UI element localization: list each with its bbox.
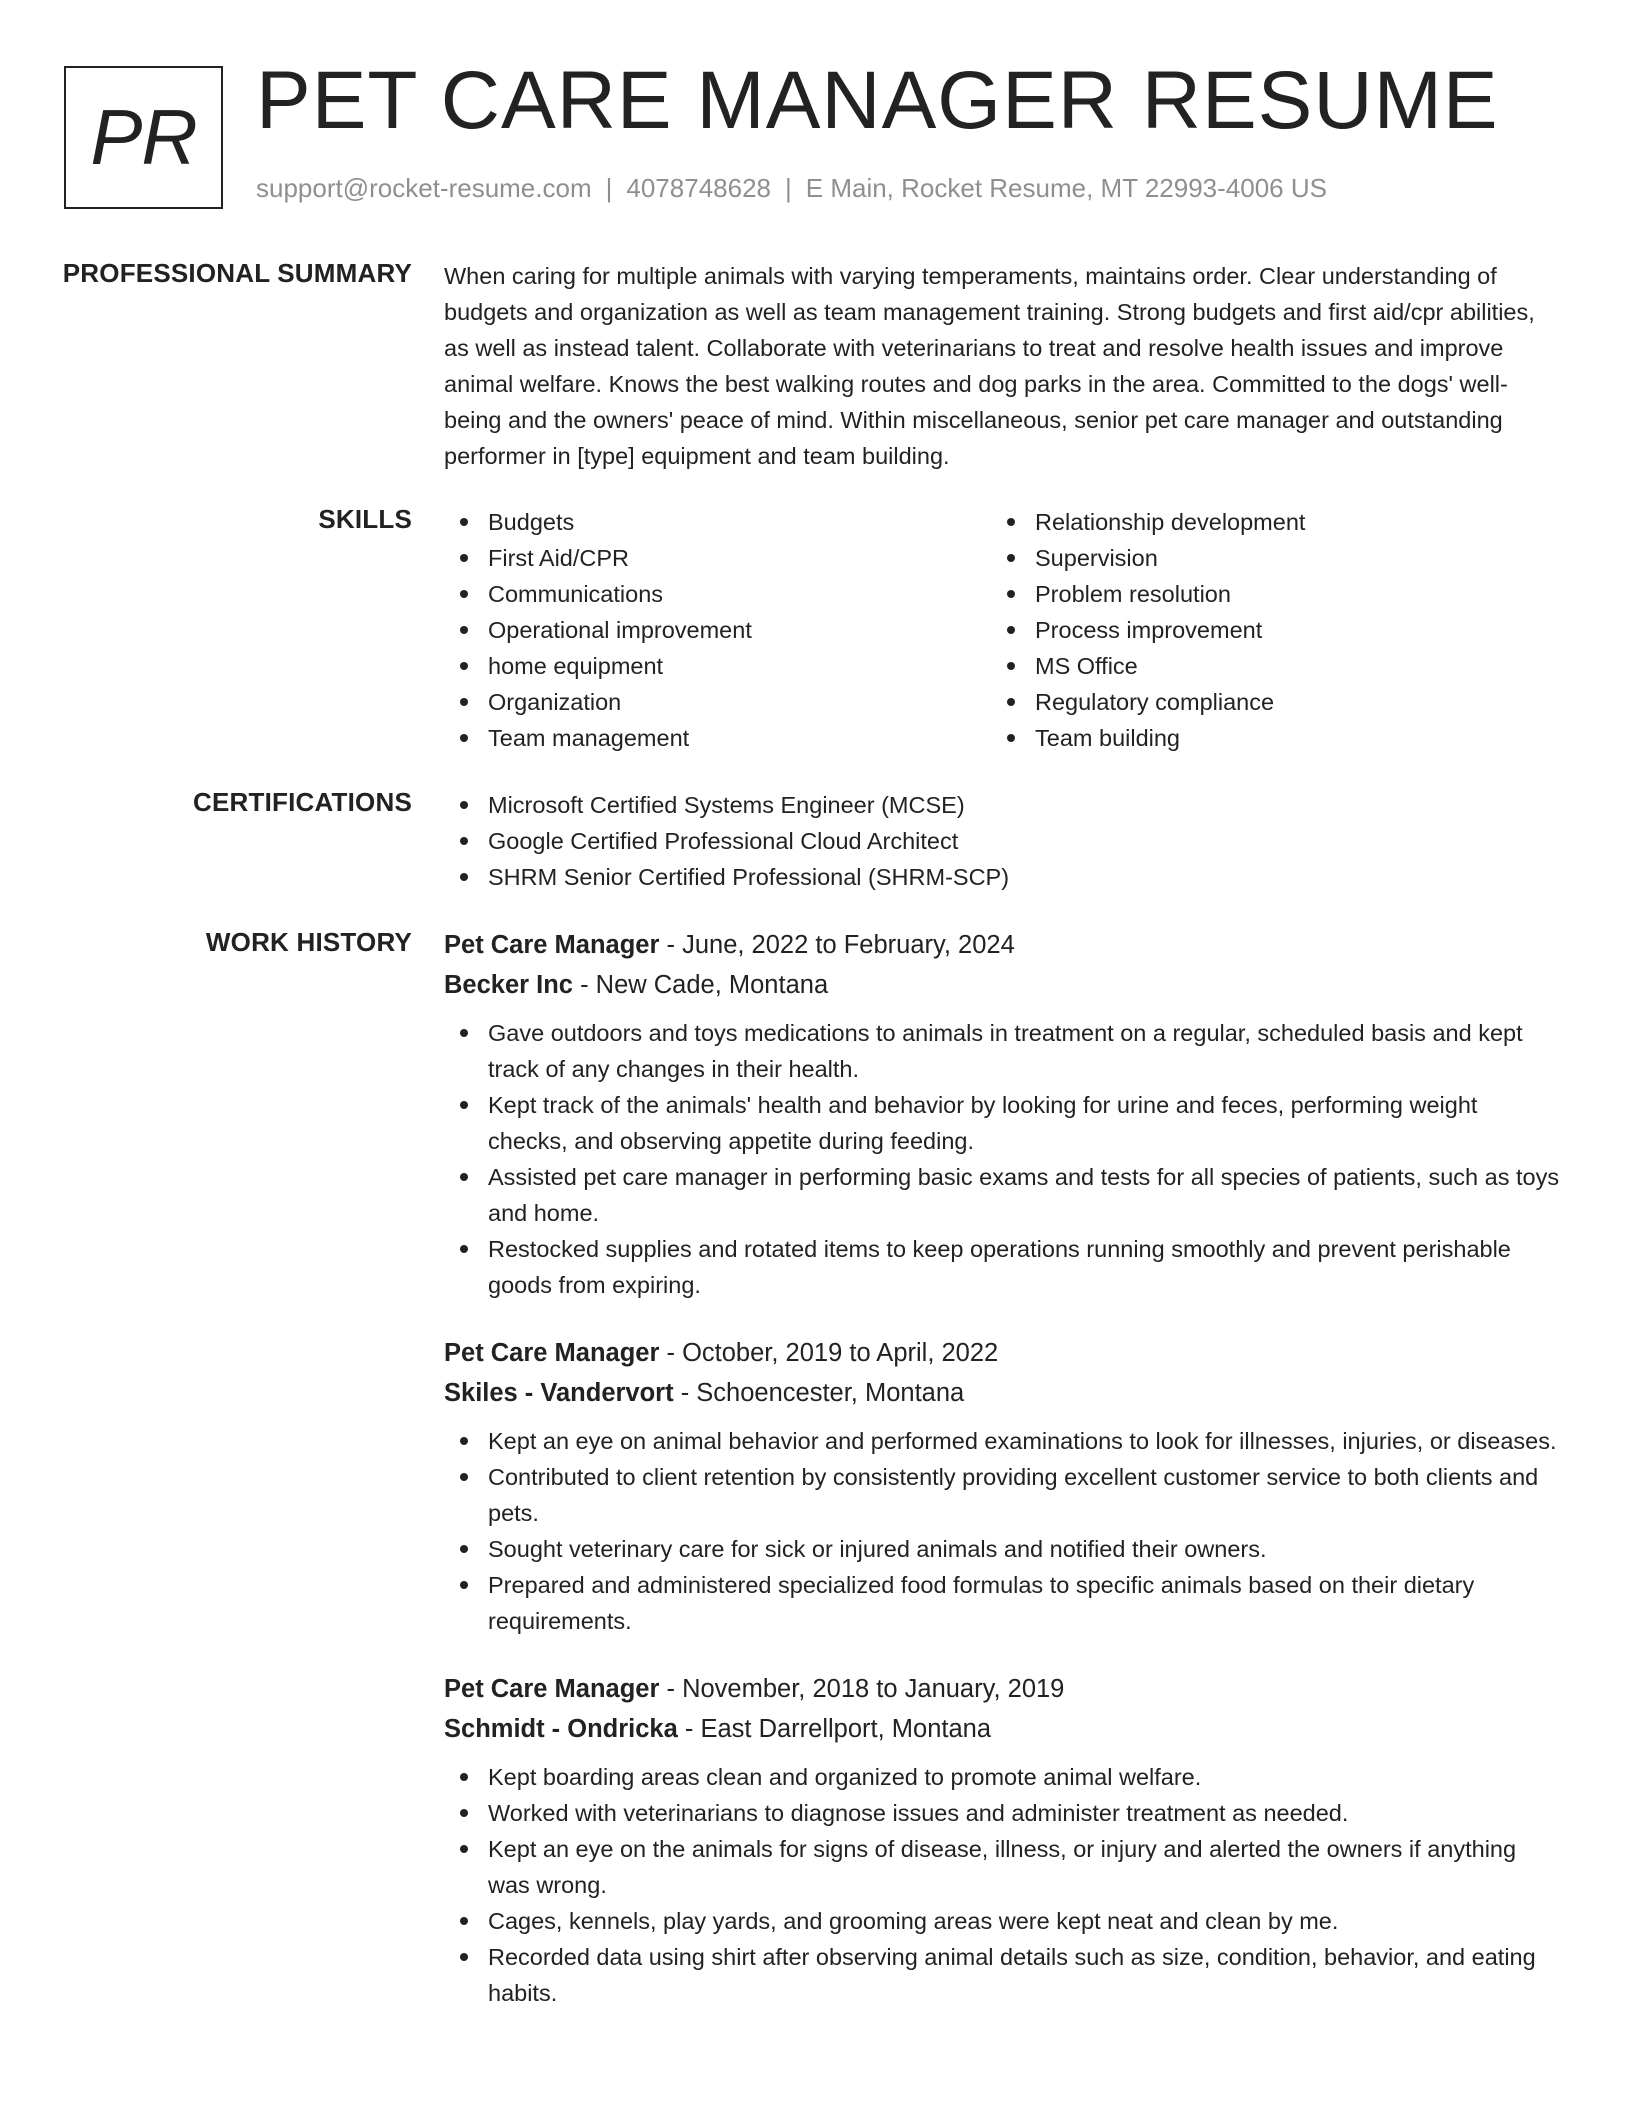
job-bullet: Kept an eye on the animals for signs of disease, illness, or injury and alerted the owners if anything was wrong. bbox=[444, 1831, 1560, 1903]
job-bullet: Cages, kennels, play yards, and grooming areas were kept neat and clean by me. bbox=[444, 1903, 1560, 1939]
job-bullets bbox=[444, 1015, 1560, 1303]
job-entry bbox=[444, 925, 1560, 1303]
job-company: Becker Inc bbox=[444, 971, 573, 999]
job-bullet: Gave outdoors and toys medications to animals in treatment on a regular, scheduled basis and kept track of any changes in their health. bbox=[444, 1015, 1560, 1087]
job-company-line bbox=[444, 1373, 1560, 1413]
job-bullets bbox=[444, 1423, 1560, 1639]
skill-item: Operational improvement bbox=[444, 612, 991, 648]
contact-phone[interactable]: 4078748628 bbox=[626, 173, 771, 203]
job-bullet: Assisted pet care manager in performing basic exams and tests for all species of patients, such as toys and home. bbox=[444, 1159, 1560, 1231]
job-dates: - November, 2018 to January, 2019 bbox=[659, 1675, 1065, 1703]
skill-item: Team building bbox=[991, 720, 1538, 756]
certification-item: Microsoft Certified Systems Engineer (MCSE) bbox=[444, 787, 1560, 823]
contact-email[interactable]: support@rocket-resume.com bbox=[256, 173, 592, 203]
job-role: Pet Care Manager bbox=[444, 1675, 660, 1703]
skill-item: Team management bbox=[444, 720, 991, 756]
job-bullet: Contributed to client retention by consistently providing excellent customer service to both clients and pets. bbox=[444, 1459, 1560, 1531]
skill-item: Problem resolution bbox=[991, 576, 1538, 612]
skill-item: MS Office bbox=[991, 648, 1538, 684]
skills-grid bbox=[444, 504, 1560, 756]
skill-item: Process improvement bbox=[991, 612, 1538, 648]
certifications-list bbox=[444, 787, 1560, 895]
job-bullets bbox=[444, 1759, 1560, 2011]
resume-title: PET CARE MANAGER RESUME bbox=[256, 55, 1499, 146]
contact-separator: | bbox=[605, 173, 613, 203]
job-bullet: Worked with veterinarians to diagnose issues and administer treatment as needed. bbox=[444, 1795, 1560, 1831]
job-bullet: Restocked supplies and rotated items to keep operations running smoothly and prevent perishable goods from expiring. bbox=[444, 1231, 1560, 1303]
certification-item: SHRM Senior Certified Professional (SHRM-SCP) bbox=[444, 859, 1560, 895]
job-dates: - June, 2022 to February, 2024 bbox=[659, 931, 1015, 959]
skills-list-right bbox=[991, 504, 1538, 756]
job-bullet: Kept an eye on animal behavior and performed examinations to look for illnesses, injuries, or diseases. bbox=[444, 1423, 1560, 1459]
job-location: - East Darrellport, Montana bbox=[677, 1715, 992, 1743]
job-role: Pet Care Manager bbox=[444, 1339, 660, 1367]
job-bullet: Sought veterinary care for sick or injured animals and notified their owners. bbox=[444, 1531, 1560, 1567]
job-entry bbox=[444, 1669, 1560, 2011]
job-company-line bbox=[444, 965, 1560, 1005]
skill-item: Budgets bbox=[444, 504, 991, 540]
contact-separator: | bbox=[785, 173, 792, 203]
summary-heading: PROFESSIONAL SUMMARY bbox=[62, 258, 412, 288]
summary-text: When caring for multiple animals with varying temperaments, maintains order. Clear understanding of budgets and organization as well as team management training. Strong budgets and first aid/cpr abilities, as well as instead talent. Collaborate with veterinarians to treat and resolve health issues and improve animal welfare. Knows the best walking routes and dog parks in the area. Committed to the dogs' well-being and the owners' peace of mind. Within miscellaneous, senior pet care manager and outstanding performer in [type] equipment and team building. bbox=[444, 263, 1535, 469]
skill-item: First Aid/CPR bbox=[444, 540, 991, 576]
skills-heading: SKILLS bbox=[318, 504, 412, 534]
certification-item: Google Certified Professional Cloud Architect bbox=[444, 823, 1560, 859]
job-location: - New Cade, Montana bbox=[573, 971, 829, 999]
job-company-line bbox=[444, 1709, 1560, 1749]
job-company: Skiles - Vandervort bbox=[444, 1379, 674, 1407]
skill-item: Communications bbox=[444, 576, 991, 612]
job-location: - Schoencester, Montana bbox=[673, 1379, 965, 1407]
job-company: Schmidt - Ondricka bbox=[444, 1715, 678, 1743]
work-history-heading: WORK HISTORY bbox=[205, 927, 412, 957]
job-dates: - October, 2019 to April, 2022 bbox=[659, 1339, 999, 1367]
contact-line bbox=[256, 173, 1327, 204]
certifications-heading: CERTIFICATIONS bbox=[193, 787, 412, 817]
job-bullet: Recorded data using shirt after observing animal details such as size, condition, behavior, and eating habits. bbox=[444, 1939, 1560, 2011]
job-bullet: Kept track of the animals' health and behavior by looking for urine and feces, performing weight checks, and observing appetite during feeding. bbox=[444, 1087, 1560, 1159]
contact-address: E Main, Rocket Resume, MT 22993-4006 US bbox=[805, 173, 1327, 203]
job-role: Pet Care Manager bbox=[444, 931, 660, 959]
job-bullet: Prepared and administered specialized food formulas to specific animals based on their dietary requirements. bbox=[444, 1567, 1560, 1639]
skill-item: home equipment bbox=[444, 648, 991, 684]
job-bullet: Kept boarding areas clean and organized to promote animal welfare. bbox=[444, 1759, 1560, 1795]
skill-item: Organization bbox=[444, 684, 991, 720]
job-entry bbox=[444, 1333, 1560, 1639]
skill-item: Supervision bbox=[991, 540, 1538, 576]
skill-item: Relationship development bbox=[991, 504, 1538, 540]
work-history-list bbox=[444, 925, 1560, 2041]
monogram-logo: PR bbox=[64, 66, 223, 209]
job-title-line bbox=[444, 1669, 1560, 1709]
job-title-line bbox=[444, 925, 1560, 965]
job-title-line bbox=[444, 1333, 1560, 1373]
skills-list-left bbox=[444, 504, 991, 756]
skill-item: Regulatory compliance bbox=[991, 684, 1538, 720]
